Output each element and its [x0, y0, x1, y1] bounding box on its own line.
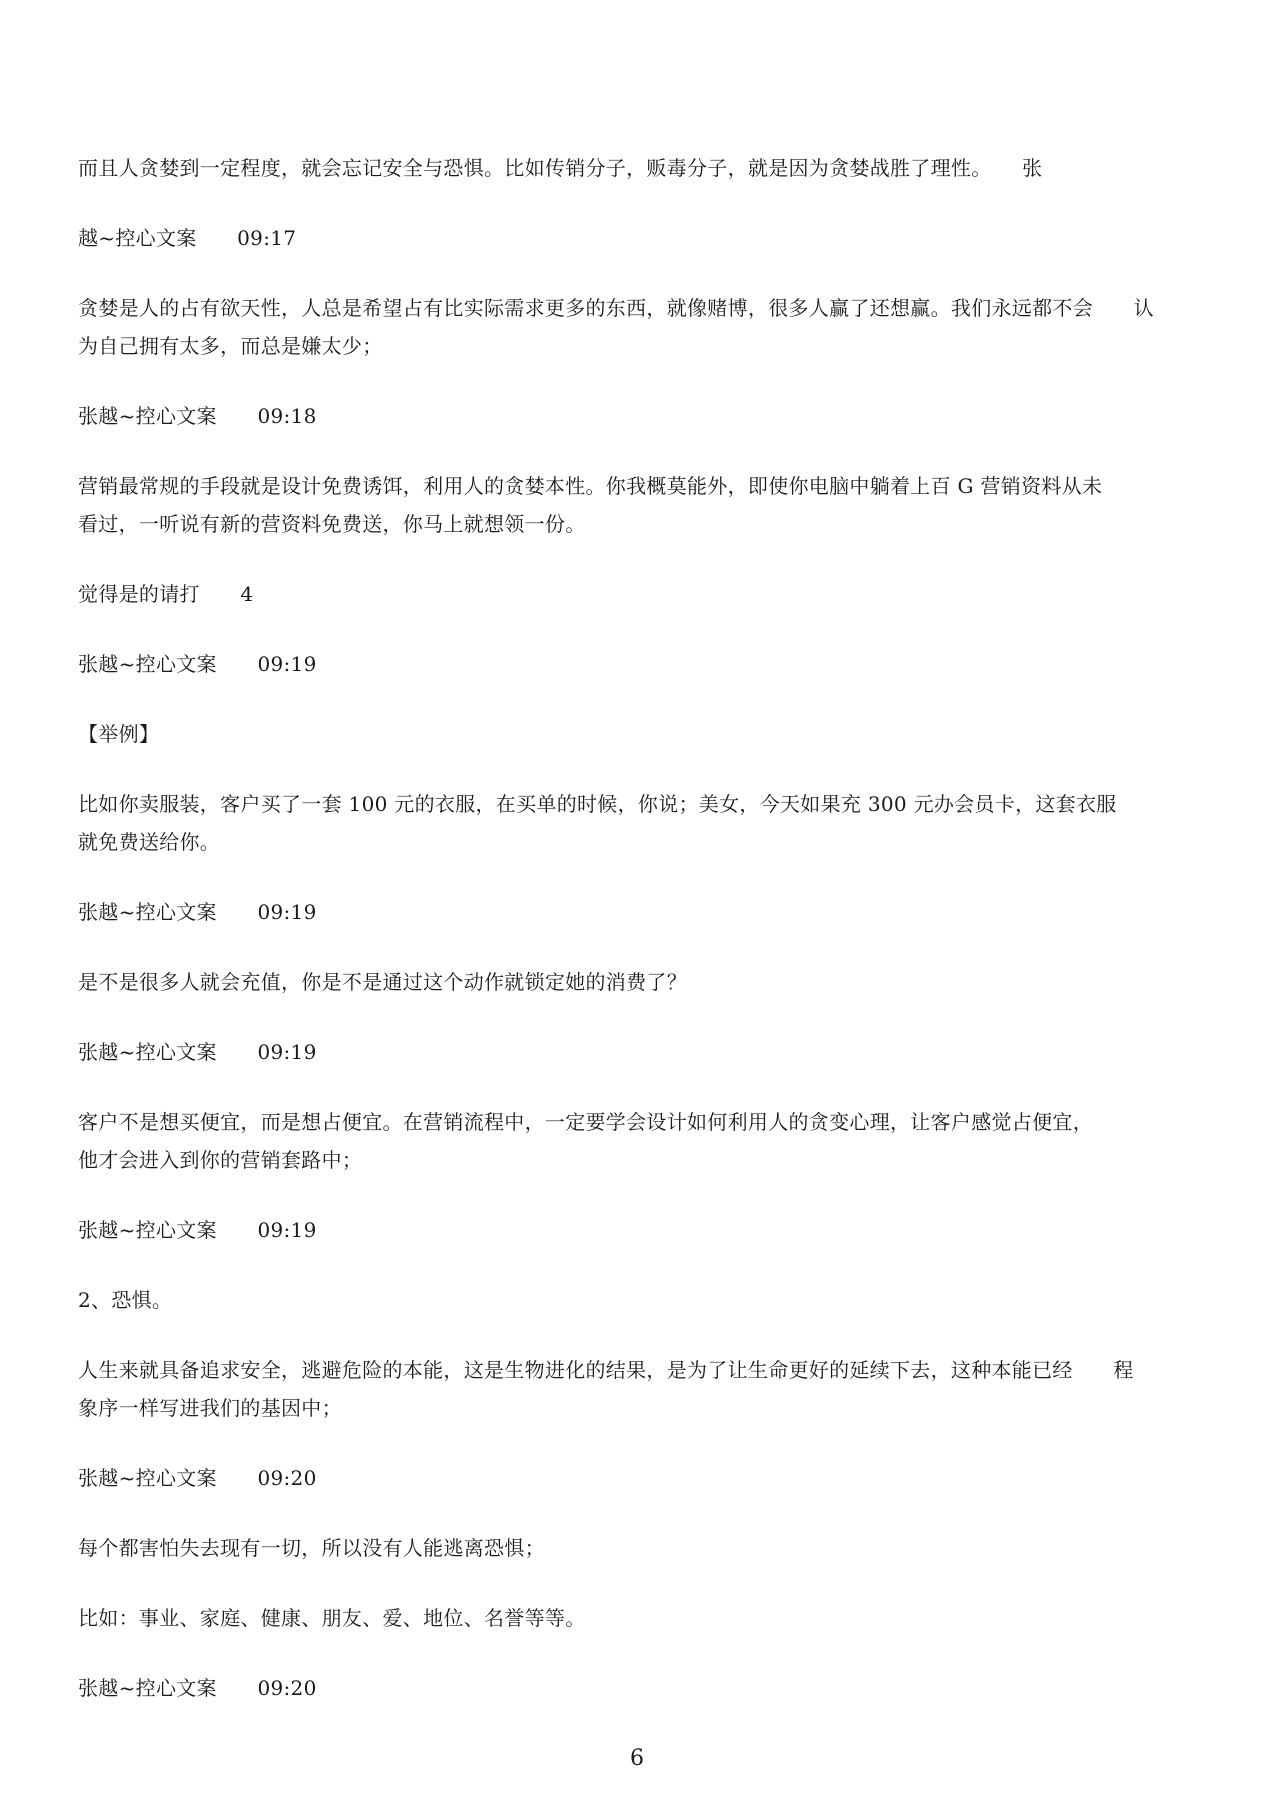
paragraph-greed-nature-line1: 贪婪是人的占有欲天性，人总是希望占有比实际需求更多的东西，就像赌博，很多人赢了还想赢。我们永远都不会 认 — [78, 296, 1154, 320]
author-timestamp: 张越~控心文案 09:19 — [78, 900, 317, 924]
author-timestamp: 张越~控心文案 09:19 — [78, 1040, 317, 1064]
author-timestamp: 张越~控心文案 09:18 — [78, 404, 317, 428]
author-timestamp: 张越~控心文案 09:20 — [78, 1466, 317, 1490]
paragraph-greed-safety: 而且人贪婪到一定程度，就会忘记安全与恐惧。比如传销分子，贩毒分子，就是因为贪婪战胜了理性。 张 — [78, 156, 1043, 180]
paragraph-greed-nature-line2: 为自己拥有太多，而总是嫌太少； — [78, 334, 383, 358]
author-timestamp: 越~控心文案 09:17 — [78, 226, 297, 250]
paragraph-fear-instinct-line2: 象序一样写进我们的基因中； — [78, 1396, 342, 1420]
section-label-example: 【举例】 — [78, 722, 160, 746]
page-number: 6 — [630, 1746, 644, 1771]
paragraph-free-bait-line2: 看过，一听说有新的营资料免费送，你马上就想领一份。 — [78, 512, 586, 536]
author-timestamp: 张越~控心文案 09:19 — [78, 1218, 317, 1242]
paragraph-reply-prompt: 觉得是的请打 4 — [78, 582, 254, 606]
paragraph-clothing-example-line2: 就免费送给你。 — [78, 830, 221, 854]
paragraph-fear-loss: 每个都害怕失去现有一切，所以没有人能逃离恐惧； — [78, 1536, 545, 1560]
paragraph-fear-examples: 比如：事业、家庭、健康、朋友、爱、地位、名誉等等。 — [78, 1606, 586, 1630]
paragraph-free-bait-line1: 营销最常规的手段就是设计免费诱饵，利用人的贪婪本性。你我概莫能外，即使你电脑中躺着上百 G 营销资料从未 — [78, 474, 1103, 498]
paragraph-bargain-line2: 他才会进入到你的营销套路中； — [78, 1148, 363, 1172]
section-heading-fear: 2、恐惧。 — [78, 1288, 173, 1312]
paragraph-recharge-question: 是不是很多人就会充值，你是不是通过这个动作就锁定她的消费了？ — [78, 970, 687, 994]
paragraph-clothing-example-line1: 比如你卖服装，客户买了一套 100 元的衣服，在买单的时候，你说；美女，今天如果充 300 元办会员卡，这套衣服 — [78, 792, 1117, 816]
paragraph-bargain-line1: 客户不是想买便宜，而是想占便宜。在营销流程中，一定要学会设计如何利用人的贪变心理，让客户感觉占便宜， — [78, 1110, 1093, 1134]
author-timestamp: 张越~控心文案 09:19 — [78, 652, 317, 676]
paragraph-fear-instinct-line1: 人生来就具备追求安全，逃避危险的本能，这是生物进化的结果，是为了让生命更好的延续下去，这种本能已经 程 — [78, 1358, 1134, 1382]
author-timestamp: 张越~控心文案 09:20 — [78, 1676, 317, 1700]
